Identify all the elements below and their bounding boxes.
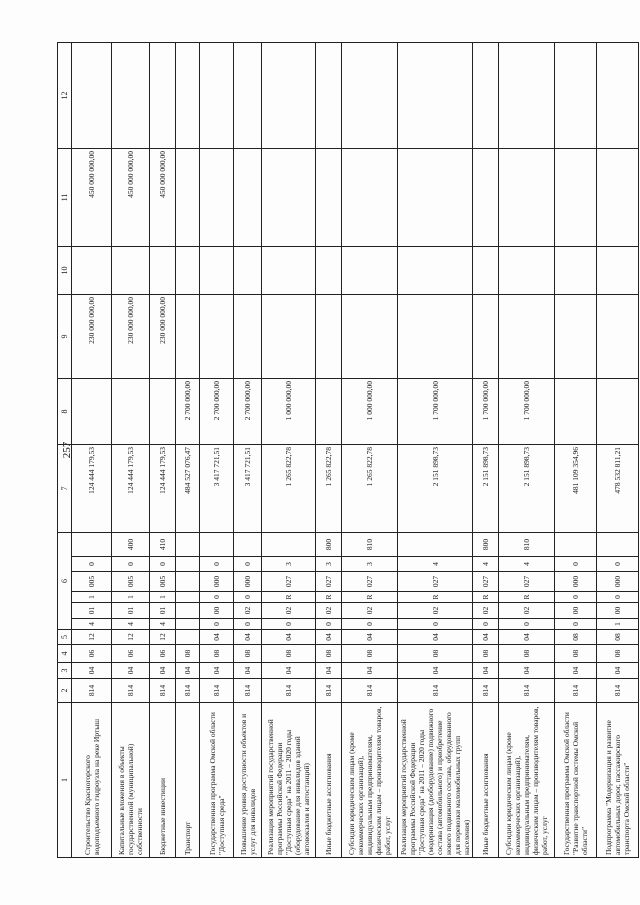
amount-cell (473, 295, 499, 379)
header-cell: 9 (58, 295, 72, 379)
amount-cell (150, 43, 176, 149)
amount-cell: 124 444 179,53 (150, 445, 176, 533)
amount-cell (176, 295, 200, 379)
amount-cell (398, 43, 473, 149)
table-row (597, 43, 639, 858)
expense-type-cell (200, 533, 234, 557)
section-cell: 04 (200, 663, 234, 679)
target-article-cell: 00 (200, 603, 234, 619)
target-article-cell: 0 (112, 557, 150, 572)
target-article-cell (176, 630, 200, 645)
table-row (473, 43, 499, 858)
section-cell: 04 (316, 663, 342, 679)
row-name-cell: Государственная программа Омской области "Доступная среда" (200, 703, 234, 858)
amount-cell: 2 151 898,73 (398, 445, 473, 533)
target-article-cell: 04 (398, 630, 473, 645)
amount-cell (398, 149, 473, 247)
target-article-cell: 12 (72, 630, 112, 645)
target-article-cell: 027 (342, 572, 398, 592)
amount-cell (597, 295, 639, 379)
amount-cell (316, 247, 342, 295)
amount-cell (316, 149, 342, 247)
admin-code-cell: 814 (398, 679, 473, 703)
subsection-cell: 08 (200, 645, 234, 663)
target-article-cell: 027 (398, 572, 473, 592)
target-article-cell: 0 (473, 619, 499, 630)
expense-type-cell: 800 (473, 533, 499, 557)
amount-cell: 2 700 000,00 (234, 379, 262, 445)
header-cell: 7 (58, 445, 72, 533)
admin-code-cell: 814 (234, 679, 262, 703)
target-article-cell: 01 (150, 603, 176, 619)
amount-cell: 1 700 000,00 (499, 379, 555, 445)
amount-cell (499, 247, 555, 295)
amount-cell: 2 700 000,00 (200, 379, 234, 445)
amount-cell (342, 295, 398, 379)
target-article-cell: 000 (597, 572, 639, 592)
amount-cell: 1 700 000,00 (398, 379, 473, 445)
expense-type-cell: 800 (316, 533, 342, 557)
budget-table (57, 42, 639, 858)
amount-cell (112, 379, 150, 445)
amount-cell (316, 43, 342, 149)
header-cell: 6 (58, 533, 72, 630)
amount-cell (176, 43, 200, 149)
amount-cell: 1 265 822,78 (316, 445, 342, 533)
table-row (316, 43, 342, 858)
expense-type-cell (597, 533, 639, 557)
amount-cell (72, 43, 112, 149)
target-article-cell: 0 (200, 557, 234, 572)
header-cell: 3 (58, 663, 72, 679)
target-article-cell: 3 (262, 557, 316, 572)
target-article-cell: 04 (316, 630, 342, 645)
amount-cell (555, 379, 597, 445)
target-article-cell: 1 (150, 592, 176, 603)
subsection-cell: 08 (262, 645, 316, 663)
amount-cell (499, 295, 555, 379)
table-row (262, 43, 316, 858)
row-name-cell: Иные бюджетные ассигнования (316, 703, 342, 858)
target-article-cell: R (499, 592, 555, 603)
amount-cell (473, 149, 499, 247)
target-article-cell: 027 (499, 572, 555, 592)
section-cell: 04 (262, 663, 316, 679)
amount-cell (555, 295, 597, 379)
target-article-cell: R (262, 592, 316, 603)
target-article-cell: 005 (72, 572, 112, 592)
header-cell: 12 (58, 43, 72, 149)
amount-cell: 2 151 898,73 (473, 445, 499, 533)
target-article-cell: 0 (316, 619, 342, 630)
amount-cell (200, 247, 234, 295)
subsection-cell: 06 (72, 645, 112, 663)
amount-cell (150, 247, 176, 295)
header-cell: 8 (58, 379, 72, 445)
row-name-cell: Реализация мероприятий государственной программы Российской Федерации "Доступная среда" на 2011 – 2020 годы (модернизация (дооборудование) подвижного состава (автомобильного) и приобретение нового подвижного состава, оборудованного для перевозки маломобильных групп населения) (398, 703, 473, 858)
subsection-cell: 08 (234, 645, 262, 663)
table-row (555, 43, 597, 858)
header-cell: 10 (58, 247, 72, 295)
target-article-cell: R (316, 592, 342, 603)
amount-cell: 450 000 000,00 (150, 149, 176, 247)
amount-cell (342, 43, 398, 149)
target-article-cell: 08 (597, 630, 639, 645)
section-cell: 04 (398, 663, 473, 679)
amount-cell (150, 379, 176, 445)
amount-cell (398, 247, 473, 295)
table-body (58, 43, 639, 858)
target-article-cell: 02 (262, 603, 316, 619)
target-article-cell: 12 (150, 630, 176, 645)
admin-code-cell: 814 (499, 679, 555, 703)
expense-type-cell (234, 533, 262, 557)
amount-cell: 450 000 000,00 (112, 149, 150, 247)
row-name-cell: Капитальные вложения в объекты государственной (муниципальной) собственности (112, 703, 150, 858)
document-area (57, 43, 631, 858)
target-article-cell: R (473, 592, 499, 603)
section-cell: 04 (234, 663, 262, 679)
amount-cell: 1 000 000,00 (262, 379, 316, 445)
section-cell: 04 (72, 663, 112, 679)
target-article-cell: 0 (150, 557, 176, 572)
target-article-cell: 04 (234, 630, 262, 645)
amount-cell (72, 247, 112, 295)
subsection-cell: 08 (342, 645, 398, 663)
amount-cell (555, 247, 597, 295)
header-cell: 11 (58, 149, 72, 247)
amount-cell (176, 247, 200, 295)
amount-cell: 481 109 354,96 (555, 445, 597, 533)
target-article-cell (176, 592, 200, 603)
amount-cell (112, 247, 150, 295)
target-article-cell: 0 (499, 619, 555, 630)
target-article-cell: 0 (555, 619, 597, 630)
admin-code-cell: 814 (555, 679, 597, 703)
admin-code-cell: 814 (72, 679, 112, 703)
target-article-cell: 0 (555, 592, 597, 603)
subsection-cell: 08 (316, 645, 342, 663)
target-article-cell: 1 (72, 592, 112, 603)
table-row (150, 43, 176, 858)
target-article-cell: 00 (555, 603, 597, 619)
amount-cell (262, 149, 316, 247)
amount-cell (262, 247, 316, 295)
target-article-cell: 01 (72, 603, 112, 619)
target-article-cell: 027 (316, 572, 342, 592)
amount-cell: 230 000 000,00 (150, 295, 176, 379)
header-cell: 4 (58, 645, 72, 663)
target-article-cell: 0 (262, 619, 316, 630)
amount-cell (597, 379, 639, 445)
target-article-cell: 000 (555, 572, 597, 592)
expense-type-cell: 810 (499, 533, 555, 557)
amount-cell (234, 149, 262, 247)
target-article-cell: R (398, 592, 473, 603)
row-name-cell: Повышение уровня доступности объектов и услуг для инвалидов (234, 703, 262, 858)
target-article-cell: 04 (499, 630, 555, 645)
target-article-cell: 0 (234, 619, 262, 630)
subsection-cell: 08 (398, 645, 473, 663)
amount-cell (200, 43, 234, 149)
header-cell: 2 (58, 679, 72, 703)
target-article-cell: 000 (200, 572, 234, 592)
target-article-cell: 0 (597, 557, 639, 572)
amount-cell (316, 379, 342, 445)
expense-type-cell (262, 533, 316, 557)
admin-code-cell: 814 (176, 679, 200, 703)
target-article-cell: 08 (555, 630, 597, 645)
header-cell: 5 (58, 630, 72, 645)
amount-cell (555, 149, 597, 247)
target-article-cell: 1 (597, 619, 639, 630)
target-article-cell: 02 (499, 603, 555, 619)
amount-cell: 484 527 076,47 (176, 445, 200, 533)
target-article-cell: 0 (342, 619, 398, 630)
amount-cell: 124 444 179,53 (72, 445, 112, 533)
target-article-cell: 005 (150, 572, 176, 592)
admin-code-cell: 814 (112, 679, 150, 703)
row-name-cell: Субсидии юридическим лицам (кроме некоммерческих организаций), индивидуальным предпринимателям, физическим лицам – производителям товаров, работ, услуг (499, 703, 555, 858)
target-article-cell: 02 (473, 603, 499, 619)
amount-cell (499, 149, 555, 247)
table-row (200, 43, 234, 858)
target-article-cell: 04 (342, 630, 398, 645)
table-row (176, 43, 200, 858)
expense-type-cell (398, 533, 473, 557)
amount-cell: 1 265 822,78 (262, 445, 316, 533)
target-article-cell: 02 (234, 603, 262, 619)
amount-cell (234, 43, 262, 149)
target-article-cell: 005 (112, 572, 150, 592)
section-cell: 04 (555, 663, 597, 679)
target-article-cell: 0 (597, 592, 639, 603)
section-cell: 04 (112, 663, 150, 679)
section-cell: 04 (150, 663, 176, 679)
amount-cell (200, 295, 234, 379)
amount-cell (473, 43, 499, 149)
amount-cell (597, 43, 639, 149)
target-article-cell: 4 (499, 557, 555, 572)
row-name-cell: Подпрограмма "Модернизация и развитие автомобильных дорог, пассажирского транспорта Омской области" (597, 703, 639, 858)
admin-code-cell: 814 (597, 679, 639, 703)
row-name-cell: Реализация мероприятий государственной программы Российской Федерации "Доступная среда" на 2011 – 2020 годы (оборудование для инвалидов зданий автовокзалов и автостанций) (262, 703, 316, 858)
subsection-cell: 06 (112, 645, 150, 663)
row-name-cell: Строительство Красногорского водоподъемного гидроузла на реке Иртыш (72, 703, 112, 858)
amount-cell (234, 295, 262, 379)
amount-cell (597, 247, 639, 295)
amount-cell (316, 295, 342, 379)
section-cell: 04 (473, 663, 499, 679)
table-row (499, 43, 555, 858)
page-number: 257 (61, 441, 73, 459)
target-article-cell (176, 572, 200, 592)
header-row (58, 43, 72, 858)
target-article-cell: 0 (234, 557, 262, 572)
amount-cell (176, 149, 200, 247)
subsection-cell: 08 (473, 645, 499, 663)
target-article-cell: 0 (398, 619, 473, 630)
admin-code-cell: 814 (316, 679, 342, 703)
amount-cell: 230 000 000,00 (72, 295, 112, 379)
table-row (72, 43, 112, 858)
row-name-cell: Государственная программа Омской области "Развитие транспортной системы Омской области" (555, 703, 597, 858)
admin-code-cell: 814 (150, 679, 176, 703)
table-row (342, 43, 398, 858)
amount-cell (112, 43, 150, 149)
amount-cell (342, 247, 398, 295)
section-cell: 04 (499, 663, 555, 679)
expense-type-cell: 810 (342, 533, 398, 557)
admin-code-cell: 814 (262, 679, 316, 703)
amount-cell: 1 000 000,00 (342, 379, 398, 445)
amount-cell (72, 379, 112, 445)
amount-cell: 1 700 000,00 (473, 379, 499, 445)
row-name-cell: Бюджетные инвестиции (150, 703, 176, 858)
row-name-cell: Транспорт (176, 703, 200, 858)
amount-cell (499, 43, 555, 149)
target-article-cell: 12 (112, 630, 150, 645)
expense-type-cell: 410 (150, 533, 176, 557)
target-article-cell: 0 (200, 592, 234, 603)
table-row (112, 43, 150, 858)
target-article-cell: 01 (112, 603, 150, 619)
target-article-cell (176, 619, 200, 630)
target-article-cell: 027 (473, 572, 499, 592)
amount-cell: 478 532 811,21 (597, 445, 639, 533)
target-article-cell: 000 (234, 572, 262, 592)
admin-code-cell: 814 (342, 679, 398, 703)
amount-cell (555, 43, 597, 149)
header-cell: 1 (58, 703, 72, 858)
target-article-cell: 4 (473, 557, 499, 572)
section-cell: 04 (176, 663, 200, 679)
subsection-cell: 08 (597, 645, 639, 663)
subsection-cell: 08 (176, 645, 200, 663)
target-article-cell: 027 (262, 572, 316, 592)
target-article-cell: 0 (555, 557, 597, 572)
amount-cell (234, 247, 262, 295)
admin-code-cell: 814 (473, 679, 499, 703)
amount-cell: 2 700 000,00 (176, 379, 200, 445)
target-article-cell: 3 (342, 557, 398, 572)
target-article-cell: 3 (316, 557, 342, 572)
row-name-cell: Субсидии юридическим лицам (кроме некоммерческих организаций), индивидуальным предпринимателям, физическим лицам – производителям товаров, работ, услуг (342, 703, 398, 858)
target-article-cell: 00 (597, 603, 639, 619)
amount-cell (342, 149, 398, 247)
target-article-cell: 0 (234, 592, 262, 603)
amount-cell: 1 265 822,78 (342, 445, 398, 533)
subsection-cell: 06 (150, 645, 176, 663)
row-name-cell: Иные бюджетные ассигнования (473, 703, 499, 858)
target-article-cell: 04 (200, 630, 234, 645)
target-article-cell: 4 (72, 619, 112, 630)
admin-code-cell: 814 (200, 679, 234, 703)
target-article-cell: 4 (150, 619, 176, 630)
amount-cell (597, 149, 639, 247)
amount-cell: 3 417 721,51 (200, 445, 234, 533)
target-article-cell (176, 603, 200, 619)
target-article-cell: 0 (72, 557, 112, 572)
rotated-page (57, 43, 631, 858)
section-cell: 04 (342, 663, 398, 679)
target-article-cell: 02 (398, 603, 473, 619)
amount-cell: 124 444 179,53 (112, 445, 150, 533)
table-row (234, 43, 262, 858)
subsection-cell: 08 (499, 645, 555, 663)
expense-type-cell (176, 533, 200, 557)
section-cell: 04 (597, 663, 639, 679)
expense-type-cell (72, 533, 112, 557)
subsection-cell: 08 (555, 645, 597, 663)
target-article-cell: 04 (473, 630, 499, 645)
expense-type-cell: 400 (112, 533, 150, 557)
target-article-cell: 4 (398, 557, 473, 572)
target-article-cell: 04 (262, 630, 316, 645)
expense-type-cell (555, 533, 597, 557)
amount-cell: 3 417 721,51 (234, 445, 262, 533)
amount-cell: 230 000 000,00 (112, 295, 150, 379)
amount-cell (200, 149, 234, 247)
amount-cell (262, 295, 316, 379)
target-article-cell: 0 (200, 619, 234, 630)
target-article-cell: 4 (112, 619, 150, 630)
amount-cell (262, 43, 316, 149)
target-article-cell: 02 (342, 603, 398, 619)
amount-cell: 2 151 898,73 (499, 445, 555, 533)
target-article-cell: 1 (112, 592, 150, 603)
amount-cell (398, 295, 473, 379)
target-article-cell: 02 (316, 603, 342, 619)
target-article-cell (176, 557, 200, 572)
target-article-cell: R (342, 592, 398, 603)
amount-cell (473, 247, 499, 295)
amount-cell: 450 000 000,00 (72, 149, 112, 247)
table-row (398, 43, 473, 858)
